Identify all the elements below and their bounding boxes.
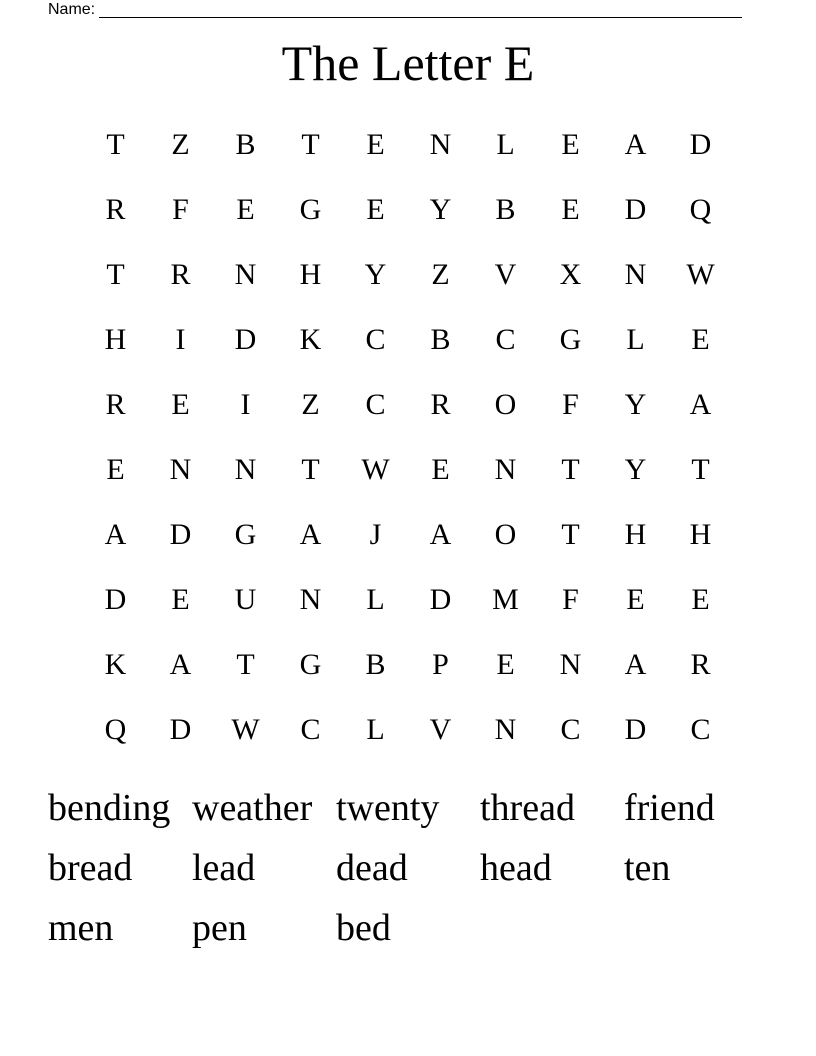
grid-letter: D [104,583,127,616]
grid-letter: T [106,258,125,291]
grid-letter: N [624,258,647,291]
grid-letter: O [494,518,517,551]
word-list-item: men [48,907,114,949]
grid-letter: N [429,128,452,161]
grid-letter: X [559,258,582,291]
grid-letter: D [689,128,712,161]
grid-letter: R [690,648,711,681]
grid-letter: T [301,128,320,161]
word-list-item: ten [624,847,671,889]
grid-letter: B [365,648,386,681]
grid-letter: E [106,453,125,486]
grid-letter: I [175,323,186,356]
name-label: Name: [48,1,96,18]
grid-letter: G [299,193,322,226]
grid-letter: Y [364,258,387,291]
word-list-item: weather [192,787,313,829]
grid-letter: D [624,193,647,226]
grid-letter: B [495,193,516,226]
grid-letter: E [171,388,190,421]
grid-letter: D [429,583,452,616]
grid-letter: G [559,323,582,356]
grid-letter: W [231,713,260,746]
grid-letter: Z [431,258,450,291]
grid-letter: A [429,518,452,551]
grid-letter: C [495,323,516,356]
grid-letter: R [170,258,191,291]
grid-letter: F [172,193,189,226]
grid-letter: A [689,388,712,421]
grid-letter: C [300,713,321,746]
word-list-item: bread [48,847,133,889]
grid-letter: K [104,648,127,681]
word-list-item: dead [336,847,408,889]
grid-letter: R [105,388,126,421]
grid-letter: W [686,258,715,291]
grid-letter: H [624,518,647,551]
word-list-item: thread [480,787,575,829]
grid-letter: C [560,713,581,746]
grid-letter: Y [429,193,452,226]
grid-letter: A [624,128,647,161]
grid-letter: Y [624,388,647,421]
grid-letter: B [235,128,256,161]
grid-letter: E [691,323,710,356]
grid-letter: T [561,518,580,551]
grid-letter: D [169,518,192,551]
grid-letter: E [626,583,645,616]
grid-letter: F [562,583,579,616]
grid-letter: L [496,128,515,161]
page-title: The Letter E [281,35,535,91]
grid-letter: N [494,453,517,486]
grid-letter: C [365,323,386,356]
grid-letter: Q [689,193,712,226]
grid-letter: Z [171,128,190,161]
grid-letter: E [236,193,255,226]
letter-grid [83,112,733,762]
grid-letter: A [169,648,192,681]
grid-letter: V [494,258,517,291]
grid-letter: E [366,128,385,161]
grid-letter: E [431,453,450,486]
grid-letter: D [169,713,192,746]
grid-letter: T [301,453,320,486]
grid-letter: H [104,323,127,356]
grid-letter: G [299,648,322,681]
grid-letter: G [234,518,257,551]
grid-letter: A [299,518,322,551]
grid-letter: A [104,518,127,551]
grid-letter: R [105,193,126,226]
grid-letter: L [366,583,385,616]
grid-letter: T [561,453,580,486]
grid-letter: E [561,128,580,161]
grid-letter: T [106,128,125,161]
grid-letter: N [494,713,517,746]
word-list [48,778,768,958]
grid-letter: F [562,388,579,421]
grid-letter: I [240,388,251,421]
grid-letter: C [365,388,386,421]
grid-letter: D [234,323,257,356]
name-row [48,0,742,18]
grid-letter: E [561,193,580,226]
word-list-item: head [480,847,552,889]
word-list-item: bed [336,907,391,949]
grid-letter: N [299,583,322,616]
grid-letter: R [430,388,451,421]
grid-letter: Z [301,388,320,421]
name-line [99,3,742,18]
grid-letter: J [369,518,382,551]
grid-letter: L [366,713,385,746]
grid-letter: O [494,388,517,421]
word-list-item: friend [624,787,715,829]
grid-letter: E [496,648,515,681]
grid-letter: C [690,713,711,746]
grid-letter: T [691,453,710,486]
word-list-item: pen [192,907,247,949]
grid-letter: N [234,258,257,291]
grid-letter: V [429,713,452,746]
grid-letter: E [171,583,190,616]
grid-letter: L [626,323,645,356]
grid-letter: U [234,583,257,616]
grid-letter: E [691,583,710,616]
grid-letter: E [366,193,385,226]
word-list-item: bending [48,787,171,829]
word-list-item: lead [192,847,256,889]
grid-letter: W [361,453,390,486]
grid-letter: Y [624,453,647,486]
word-list-item: twenty [336,787,440,829]
grid-letter: N [559,648,582,681]
grid-letter: T [236,648,255,681]
grid-letter: M [492,583,519,616]
grid-letter: B [430,323,451,356]
grid-letter: A [624,648,647,681]
grid-letter: H [299,258,322,291]
grid-letter: Q [104,713,127,746]
grid-letter: P [432,648,449,681]
grid-letter: D [624,713,647,746]
grid-letter: H [689,518,712,551]
grid-letter: N [169,453,192,486]
grid-letter: N [234,453,257,486]
grid-letter: K [299,323,322,356]
